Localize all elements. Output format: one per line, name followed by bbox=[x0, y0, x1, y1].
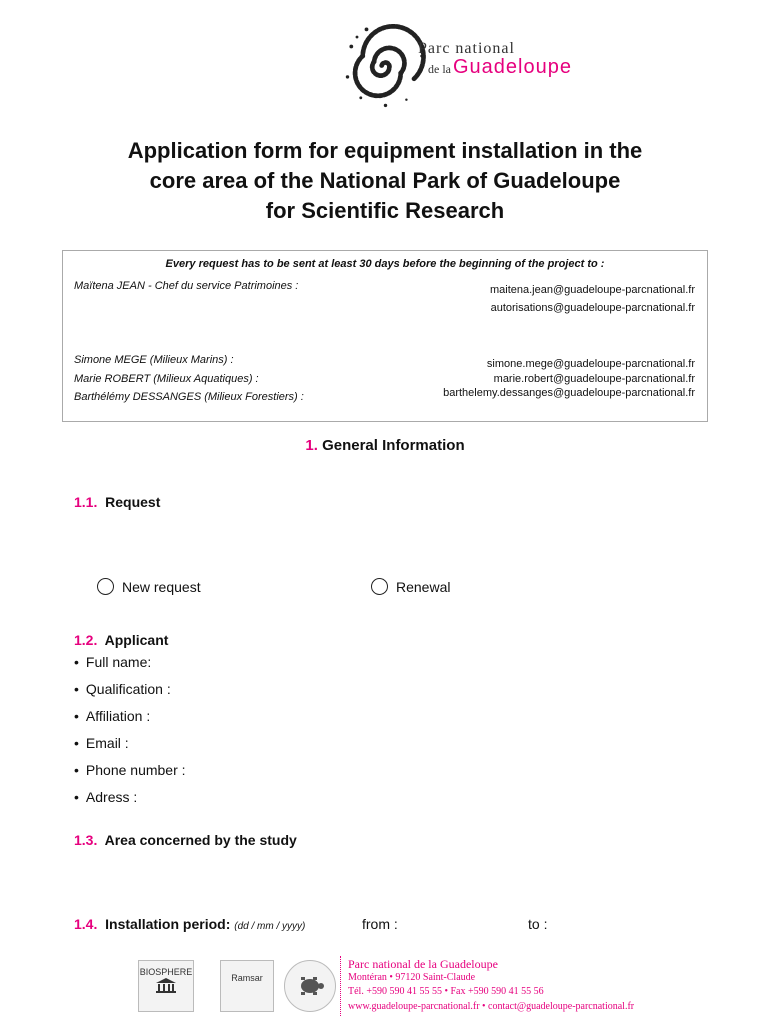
biosphere-logo bbox=[138, 960, 194, 1012]
subsection-title: Area concerned by the study bbox=[104, 832, 297, 848]
park-logo-swirl-icon bbox=[338, 18, 433, 113]
email-jean[interactable]: maitena.jean@guadeloupe-parcnational.fr bbox=[489, 284, 695, 296]
subsection-title: Applicant bbox=[104, 632, 169, 648]
turtle-emblem-logo bbox=[284, 960, 336, 1012]
footer-web-contact[interactable]: www.guadeloupe-parcnational.fr • contact@guadeloupe-parcnational.fr bbox=[348, 1001, 635, 1012]
subsection-title: Request bbox=[105, 494, 161, 510]
radio-label: New request bbox=[122, 579, 201, 595]
footer-park-name: Parc national de la Guadeloupe bbox=[348, 957, 498, 971]
radio-circle-icon[interactable] bbox=[97, 578, 114, 595]
field-email[interactable]: • Email : bbox=[74, 735, 129, 751]
title-line-2: core area of the National Park of Guadeloupe bbox=[149, 168, 621, 193]
contact-label-dessanges: Barthélémy DESSANGES (Milieux Forestiers) : bbox=[74, 391, 304, 403]
contact-box bbox=[62, 250, 708, 422]
unesco-temple-icon bbox=[155, 977, 177, 993]
footer-phone-fax: Tél. +590 590 41 55 55 • Fax +590 590 41 55 56 bbox=[348, 986, 544, 997]
title-line-1: Application form for equipment installation in the bbox=[127, 138, 643, 163]
contact-label-jean: Maïtena JEAN - Chef du service Patrimoines : bbox=[74, 280, 299, 292]
section-general-information bbox=[0, 437, 770, 454]
title-line-3: for Scientific Research bbox=[265, 198, 505, 223]
field-qualification[interactable]: • Qualification : bbox=[74, 681, 171, 697]
subsection-number: 1.4. bbox=[74, 916, 98, 932]
subsection-request bbox=[74, 494, 160, 510]
ramsar-logo-text: Ramsar bbox=[231, 973, 263, 983]
contact-label-mege: Simone MEGE (Milieux Marins) : bbox=[74, 354, 234, 366]
subsection-installation-period bbox=[74, 916, 305, 932]
page-title bbox=[40, 136, 730, 226]
email-autorisations[interactable]: autorisations@guadeloupe-parcnational.fr bbox=[490, 302, 695, 314]
email-mege[interactable]: simone.mege@guadeloupe-parcnational.fr bbox=[486, 358, 695, 370]
date-format-hint: (dd / mm / yyyy) bbox=[234, 921, 306, 932]
ramsar-logo bbox=[220, 960, 274, 1012]
biosphere-logo-text: BIOSPHERE bbox=[139, 967, 193, 977]
section-title: General Information bbox=[322, 437, 465, 454]
field-affiliation[interactable]: • Affiliation : bbox=[74, 708, 150, 724]
subsection-area bbox=[74, 832, 297, 848]
subsection-title: Installation period: bbox=[105, 916, 231, 932]
footer-divider bbox=[340, 956, 341, 1016]
section-number: 1. bbox=[305, 437, 318, 454]
subsection-applicant bbox=[74, 632, 168, 648]
field-phone-number[interactable]: • Phone number : bbox=[74, 762, 186, 778]
logo-text-guadeloupe bbox=[428, 56, 572, 79]
subsection-number: 1.2. bbox=[74, 632, 98, 648]
field-from-date[interactable]: from : bbox=[362, 916, 398, 932]
footer-address: Montéran • 97120 Saint-Claude bbox=[348, 972, 476, 983]
email-robert[interactable]: marie.robert@guadeloupe-parcnational.fr bbox=[493, 373, 695, 385]
email-dessanges[interactable]: barthelemy.dessanges@guadeloupe-parcnational.fr bbox=[443, 387, 695, 399]
radio-circle-icon[interactable] bbox=[371, 578, 388, 595]
subsection-number: 1.1. bbox=[74, 494, 98, 510]
contact-label-robert: Marie ROBERT (Milieux Aquatiques) : bbox=[74, 373, 259, 385]
radio-renewal[interactable] bbox=[371, 578, 450, 595]
turtle-icon bbox=[295, 974, 325, 998]
submission-notice: Every request has to be sent at least 30 days before the beginning of the project to : bbox=[165, 258, 605, 270]
radio-label: Renewal bbox=[396, 579, 451, 595]
radio-new-request[interactable] bbox=[97, 578, 201, 595]
field-full-name[interactable]: • Full name: bbox=[74, 654, 151, 670]
subsection-number: 1.3. bbox=[74, 832, 98, 848]
field-adress[interactable]: • Adress : bbox=[74, 789, 137, 805]
field-to-date[interactable]: to : bbox=[528, 916, 548, 932]
logo-prefix: de la bbox=[428, 62, 451, 76]
logo-text-parc-national: Parc national bbox=[418, 40, 515, 57]
logo-name: Guadeloupe bbox=[453, 56, 572, 78]
